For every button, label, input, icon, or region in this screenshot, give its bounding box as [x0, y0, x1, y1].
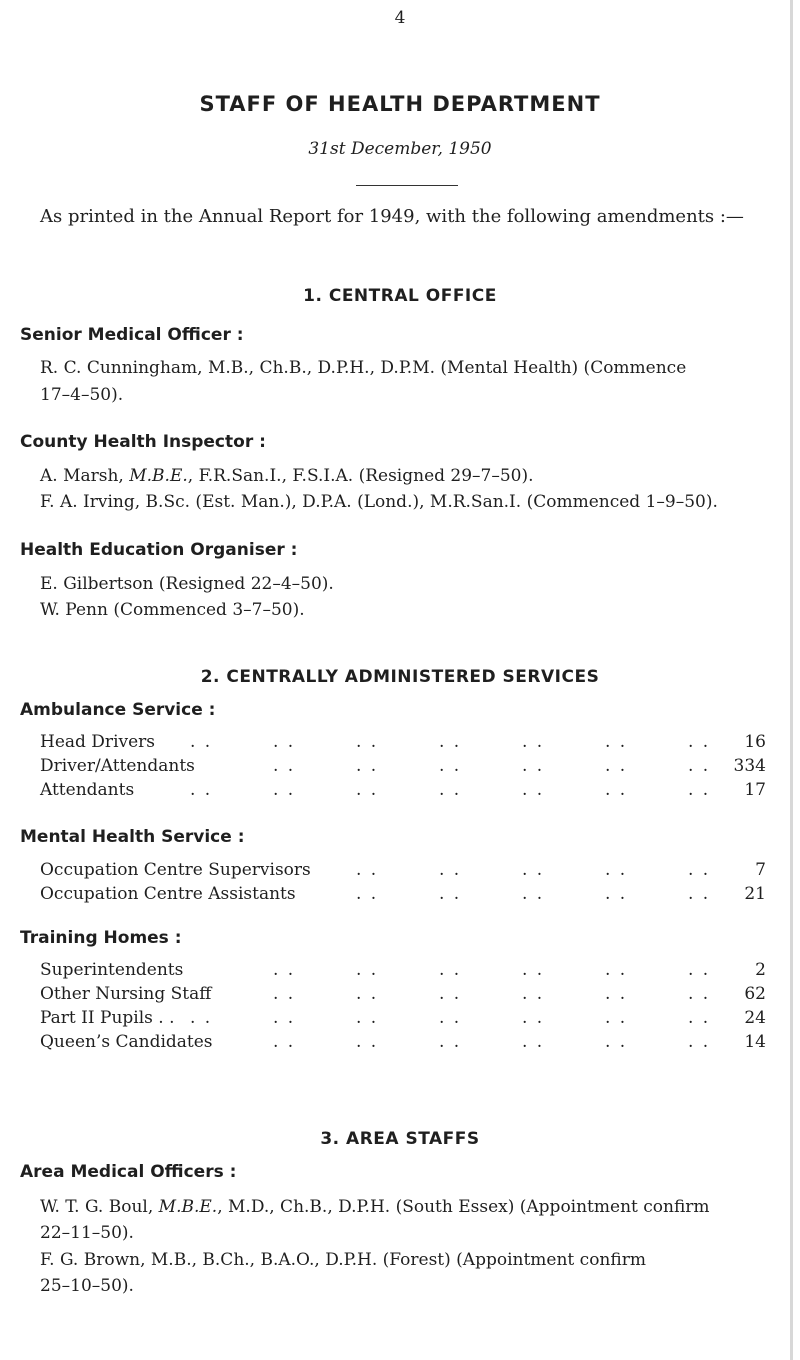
- leader-dots: . .: [688, 960, 711, 980]
- row-label: Superintendents: [40, 960, 184, 980]
- leader-dots: . .: [522, 1032, 545, 1052]
- staff-entry: F. G. Brown, M.B., B.Ch., B.A.O., D.P.H. (Forest) (Appointment confirm: [40, 1250, 646, 1270]
- leader-dots: . .: [356, 756, 379, 776]
- staff-entry: R. C. Cunningham, M.B., Ch.B., D.P.H., D.P.M. (Mental Health) (Commence: [40, 358, 687, 378]
- staff-entry: E. Gilbertson (Resigned 22–4–50).: [40, 574, 334, 594]
- leader-dots: . .: [522, 1008, 545, 1028]
- row-value: 14: [744, 1032, 766, 1052]
- report-date: 31st December, 1950: [308, 139, 492, 159]
- leader-dots: . .: [356, 984, 379, 1004]
- staff-entry: F. A. Irving, B.Sc. (Est. Man.), D.P.A. (Lond.), M.R.San.I. (Commenced 1–9–50).: [40, 492, 718, 512]
- entry-details: , M.D., Ch.B., D.P.H. (South Essex) (Appointment confirm: [217, 1197, 710, 1217]
- leader-dots: . .: [439, 1032, 462, 1052]
- subheading-ambulance-service: Ambulance Service :: [20, 700, 216, 720]
- leader-dots: . .: [688, 756, 711, 776]
- leader-dots: . .: [439, 960, 462, 980]
- leader-dots: . .: [522, 756, 545, 776]
- entry-honour: M.B.E.: [158, 1197, 218, 1217]
- leader-dots: . .: [439, 860, 462, 880]
- leader-dots: . .: [605, 756, 628, 776]
- leader-dots: . .: [356, 732, 379, 752]
- page-title: STAFF OF HEALTH DEPARTMENT: [199, 92, 601, 116]
- staff-entry: [40, 1197, 710, 1217]
- entry-name: W. T. G. Boul,: [40, 1197, 159, 1217]
- leader-dots: . .: [273, 960, 296, 980]
- staff-entry-continuation: 25–10–50).: [40, 1276, 134, 1296]
- page-number: 4: [394, 8, 406, 28]
- leader-dots: . .: [356, 1032, 379, 1052]
- leader-dots: . .: [190, 1008, 213, 1028]
- row-value: 17: [744, 780, 766, 800]
- leader-dots: . .: [522, 780, 545, 800]
- table-row: [40, 1008, 766, 1032]
- row-value: 24: [744, 1008, 766, 1028]
- leader-dots: . .: [522, 984, 545, 1004]
- row-label: Occupation Centre Supervisors: [40, 860, 311, 880]
- subheading-mental-health-service: Mental Health Service :: [20, 827, 245, 847]
- subheading-area-medical-officers: Area Medical Officers :: [20, 1162, 237, 1182]
- leader-dots: . .: [356, 780, 379, 800]
- table-row: [40, 1032, 766, 1056]
- staff-entry-continuation: 22–11–50).: [40, 1223, 134, 1243]
- subheading-senior-medical-officer: Senior Medical Officer :: [20, 325, 244, 345]
- leader-dots: . .: [688, 984, 711, 1004]
- leader-dots: . .: [356, 1008, 379, 1028]
- leader-dots: . .: [688, 884, 711, 904]
- section-heading-area-staffs: 3. AREA STAFFS: [320, 1129, 480, 1149]
- leader-dots: . .: [439, 984, 462, 1004]
- leader-dots: . .: [273, 1032, 296, 1052]
- leader-dots: . .: [356, 960, 379, 980]
- row-label: Occupation Centre Assistants: [40, 884, 296, 904]
- table-row: [40, 884, 766, 908]
- table-row: [40, 860, 766, 884]
- leader-dots: . .: [522, 860, 545, 880]
- row-value: 2: [755, 960, 766, 980]
- row-value: 62: [744, 984, 766, 1004]
- leader-dots: . .: [605, 732, 628, 752]
- row-label: Queen’s Candidates: [40, 1032, 213, 1052]
- entry-name: A. Marsh,: [40, 466, 130, 486]
- leader-dots: . .: [439, 884, 462, 904]
- leader-dots: . .: [439, 780, 462, 800]
- subheading-health-education-organiser: Health Education Organiser :: [20, 540, 298, 560]
- leader-dots: . .: [605, 960, 628, 980]
- subheading-training-homes: Training Homes :: [20, 928, 182, 948]
- leader-dots: . .: [688, 1032, 711, 1052]
- table-row: [40, 756, 766, 780]
- row-value: 21: [744, 884, 766, 904]
- page-edge-shadow: [790, 0, 793, 1360]
- title-divider: [356, 185, 458, 186]
- leader-dots: . .: [273, 984, 296, 1004]
- leader-dots: . .: [439, 756, 462, 776]
- intro-text: As printed in the Annual Report for 1949, with the following amendments :—: [40, 206, 744, 227]
- section-heading-central-office: 1. CENTRAL OFFICE: [303, 286, 497, 306]
- leader-dots: . .: [356, 860, 379, 880]
- section-heading-centrally-administered: 2. CENTRALLY ADMINISTERED SERVICES: [200, 667, 600, 687]
- table-row: [40, 984, 766, 1008]
- leader-dots: . .: [439, 732, 462, 752]
- leader-dots: . .: [356, 884, 379, 904]
- leader-dots: . .: [273, 732, 296, 752]
- row-value: 16: [744, 732, 766, 752]
- row-value: 7: [755, 860, 766, 880]
- leader-dots: . .: [190, 732, 213, 752]
- staff-entry: W. Penn (Commenced 3–7–50).: [40, 600, 305, 620]
- leader-dots: . .: [605, 780, 628, 800]
- row-label: Driver/Attendants: [40, 756, 195, 776]
- leader-dots: . .: [605, 860, 628, 880]
- leader-dots: . .: [273, 780, 296, 800]
- leader-dots: . .: [522, 884, 545, 904]
- row-label: Attendants: [40, 780, 135, 800]
- leader-dots: . .: [688, 860, 711, 880]
- leader-dots: . .: [605, 1008, 628, 1028]
- row-value: 334: [733, 756, 766, 776]
- row-label: Other Nursing Staff: [40, 984, 212, 1004]
- leader-dots: . .: [605, 1032, 628, 1052]
- subheading-county-health-inspector: County Health Inspector :: [20, 432, 266, 452]
- staff-entry: [40, 466, 534, 486]
- table-row: [40, 960, 766, 984]
- leader-dots: . .: [605, 984, 628, 1004]
- row-label: Part II Pupils . .: [40, 1008, 175, 1028]
- table-row: [40, 732, 766, 756]
- leader-dots: . .: [439, 1008, 462, 1028]
- table-row: [40, 780, 766, 804]
- row-label: Head Drivers: [40, 732, 156, 752]
- leader-dots: . .: [605, 884, 628, 904]
- entry-details: , F.R.San.I., F.S.I.A. (Resigned 29–7–50).: [187, 466, 534, 486]
- leader-dots: . .: [190, 780, 213, 800]
- leader-dots: . .: [273, 1008, 296, 1028]
- leader-dots: . .: [273, 756, 296, 776]
- leader-dots: . .: [688, 1008, 711, 1028]
- leader-dots: . .: [522, 732, 545, 752]
- entry-honour: M.B.E.: [129, 466, 188, 486]
- leader-dots: . .: [688, 732, 711, 752]
- leader-dots: . .: [688, 780, 711, 800]
- staff-entry-continuation: 17–4–50).: [40, 385, 124, 405]
- leader-dots: . .: [522, 960, 545, 980]
